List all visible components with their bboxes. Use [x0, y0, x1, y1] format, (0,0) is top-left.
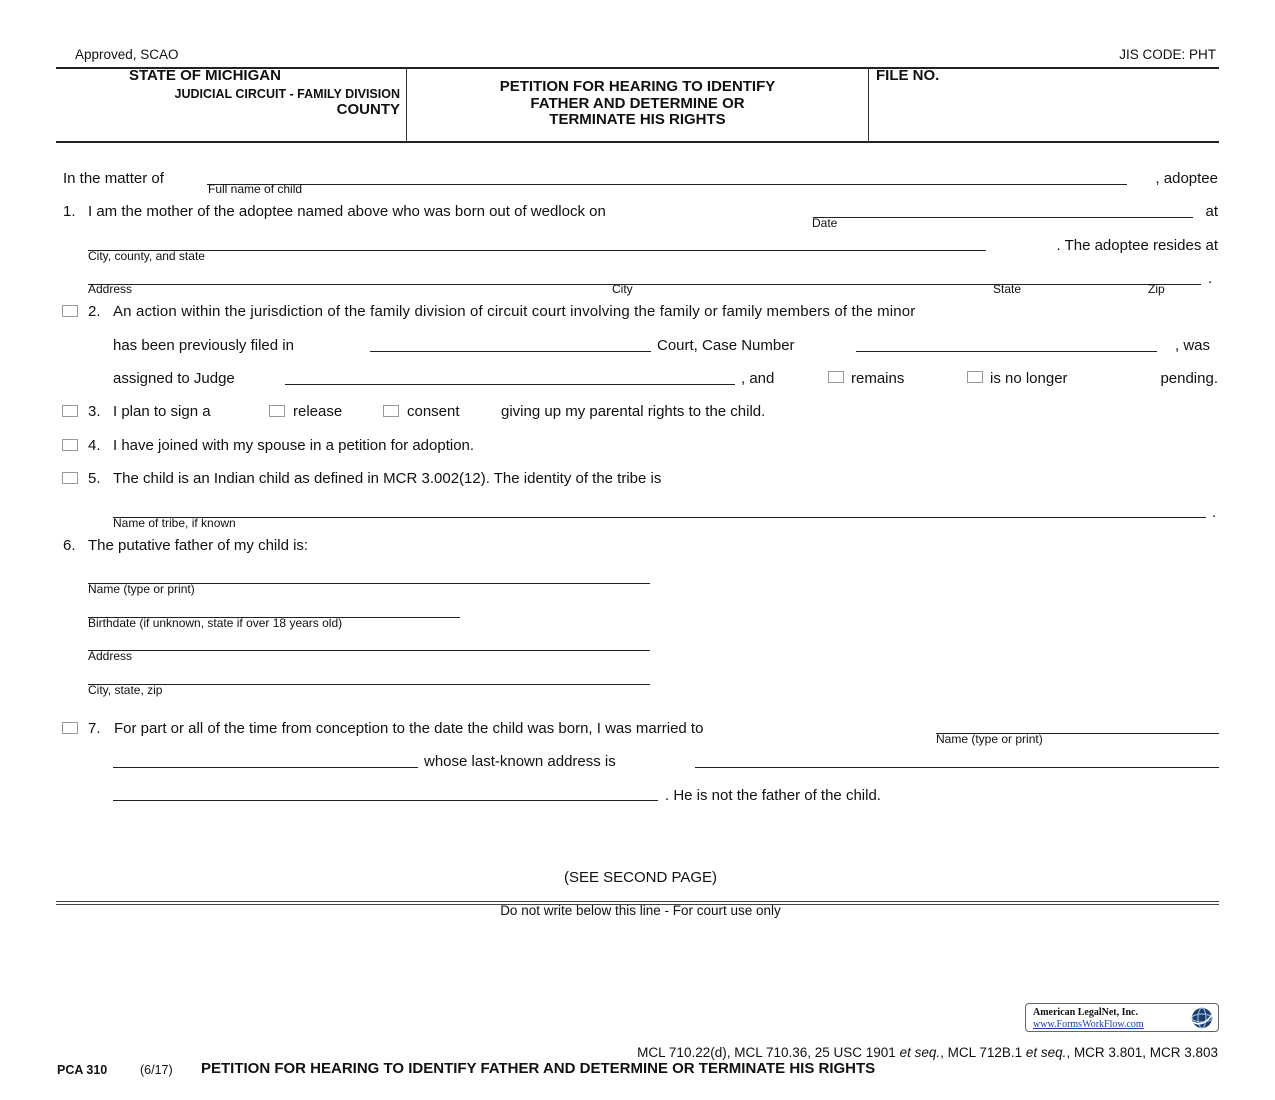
item5-checkbox[interactable]	[62, 472, 78, 484]
item4-checkbox[interactable]	[62, 439, 78, 451]
spouse-name-field-2[interactable]	[113, 767, 418, 768]
header-bottom-rule	[56, 141, 1219, 143]
citations-part-a: MCL 710.22(d), MCL 710.36, 25 USC 1901	[637, 1045, 900, 1060]
adoptee-address-field[interactable]	[88, 284, 1201, 285]
release-checkbox[interactable]	[269, 405, 285, 417]
father-birthdate-caption: Birthdate (if unknown, state if over 18 years old)	[88, 616, 343, 630]
remains-checkbox[interactable]	[828, 371, 844, 383]
resides-text: . The adoptee resides at	[1056, 237, 1218, 254]
item4-number: 4.	[88, 437, 101, 454]
child-name-field[interactable]	[207, 184, 1127, 185]
form-title-line-1: PETITION FOR HEARING TO IDENTIFY	[499, 78, 776, 95]
form-title-line-2: FATHER AND DETERMINE OR	[530, 94, 745, 112]
court-name-field[interactable]	[370, 351, 651, 352]
not-father-text: . He is not the father of the child.	[665, 787, 881, 804]
item2-number: 2.	[88, 303, 101, 320]
logo-url[interactable]: www.FormsWorkFlow.com	[1033, 1019, 1144, 1030]
matter-prefix: In the matter of	[63, 170, 164, 187]
no-longer-checkbox[interactable]	[967, 371, 983, 383]
consent-checkbox[interactable]	[383, 405, 399, 417]
logo-company-name: American LegalNet, Inc.	[1033, 1007, 1138, 1018]
legal-citations	[637, 1045, 1218, 1060]
whose-text: whose last-known address is	[424, 753, 616, 770]
item7-text: For part or all of the time from conception to the date the child was born, I was married to	[114, 720, 704, 737]
item7-number: 7.	[88, 720, 101, 737]
city-caption: City	[612, 282, 633, 296]
state-name: STATE OF MICHIGAN	[129, 67, 281, 84]
judge-name-field[interactable]	[285, 384, 735, 385]
item5-text: The child is an Indian child as defined in MCR 3.002(12). The identity of the tribe is	[113, 470, 662, 487]
item1-text: I am the mother of the adoptee named above who was born out of wedlock on	[88, 203, 606, 220]
item5-period: .	[1212, 504, 1217, 521]
spouse-address-field[interactable]	[695, 767, 1219, 768]
citations-part-b: , MCL 712B.1	[940, 1045, 1026, 1060]
address-caption: Address	[88, 282, 133, 296]
and-text: , and	[741, 370, 775, 387]
citations-part-c: , MCR 3.801, MCR 3.803	[1066, 1045, 1218, 1060]
item1-period: .	[1208, 270, 1213, 287]
state-caption: State	[993, 282, 1022, 296]
birth-date-caption: Date	[812, 216, 838, 230]
birth-place-caption: City, county, and state	[88, 249, 205, 263]
county-label: COUNTY	[336, 101, 400, 118]
child-name-caption: Full name of child	[208, 182, 303, 196]
item6-number: 6.	[63, 537, 76, 554]
item2-checkbox[interactable]	[62, 305, 78, 317]
jis-code: JIS CODE: PHT	[1119, 47, 1216, 62]
see-second-page: (SEE SECOND PAGE)	[563, 869, 718, 886]
adoptee-suffix: , adoptee	[1155, 170, 1218, 187]
birth-place-field[interactable]	[88, 250, 986, 251]
birth-date-field[interactable]	[813, 217, 1193, 218]
file-no-field[interactable]	[868, 86, 1218, 140]
item3-checkbox[interactable]	[62, 405, 78, 417]
zip-caption: Zip	[1148, 282, 1165, 296]
father-city-field[interactable]	[88, 684, 650, 685]
father-address-caption: Address	[88, 649, 133, 663]
assigned-text: assigned to Judge	[113, 370, 235, 387]
file-no-label: FILE NO.	[876, 67, 940, 84]
form-date: (6/17)	[140, 1063, 173, 1077]
form-title	[407, 79, 868, 129]
item1-at: at	[1205, 203, 1218, 220]
footer-form-title: PETITION FOR HEARING TO IDENTIFY FATHER AND DETERMINE OR TERMINATE HIS RIGHTS	[201, 1060, 876, 1077]
no-longer-label: is no longer	[990, 370, 1068, 387]
item4-text: I have joined with my spouse in a petition for adoption.	[113, 437, 475, 454]
et-seq-2: et seq.	[1025, 1045, 1067, 1060]
item5-number: 5.	[88, 470, 101, 487]
et-seq-1: et seq.	[899, 1045, 941, 1060]
remains-label: remains	[851, 370, 905, 387]
pending-label: pending.	[1160, 370, 1218, 387]
spouse-name-caption: Name (type or print)	[936, 732, 1043, 746]
form-title-line-3: TERMINATE HIS RIGHTS	[549, 111, 726, 128]
circuit-label: JUDICIAL CIRCUIT - FAMILY DIVISION	[174, 87, 400, 101]
tribe-name-field[interactable]	[113, 517, 1206, 518]
court-use-rule-1	[56, 901, 1219, 902]
item2-line1: An action within the jurisdiction of the family division of circuit court involving the family or family members of the minor	[113, 303, 916, 320]
item3-text: I plan to sign a	[113, 403, 211, 420]
globe-icon	[1190, 1006, 1214, 1030]
father-name-caption: Name (type or print)	[88, 582, 195, 596]
court-case-text: Court, Case Number	[657, 337, 795, 354]
spouse-address-field-2[interactable]	[113, 800, 658, 801]
court-use-label: Do not write below this line - For court use only	[500, 903, 781, 918]
tribe-caption: Name of tribe, if known	[113, 516, 236, 530]
american-legalnet-logo[interactable]	[1025, 1003, 1219, 1032]
item3-giving: giving up my parental rights to the child.	[501, 403, 766, 420]
release-label: release	[293, 403, 343, 420]
case-number-field[interactable]	[856, 351, 1157, 352]
item1-number: 1.	[63, 203, 76, 220]
father-city-caption: City, state, zip	[88, 683, 163, 697]
father-address-field[interactable]	[88, 650, 650, 651]
item7-checkbox[interactable]	[62, 722, 78, 734]
item3-number: 3.	[88, 403, 101, 420]
filed-in-text: has been previously filed in	[113, 337, 294, 354]
was-text: , was	[1174, 337, 1210, 354]
item6-text: The putative father of my child is:	[88, 537, 309, 554]
consent-label: consent	[407, 403, 460, 420]
form-id: PCA 310	[57, 1063, 108, 1077]
approved-label: Approved, SCAO	[75, 47, 179, 62]
